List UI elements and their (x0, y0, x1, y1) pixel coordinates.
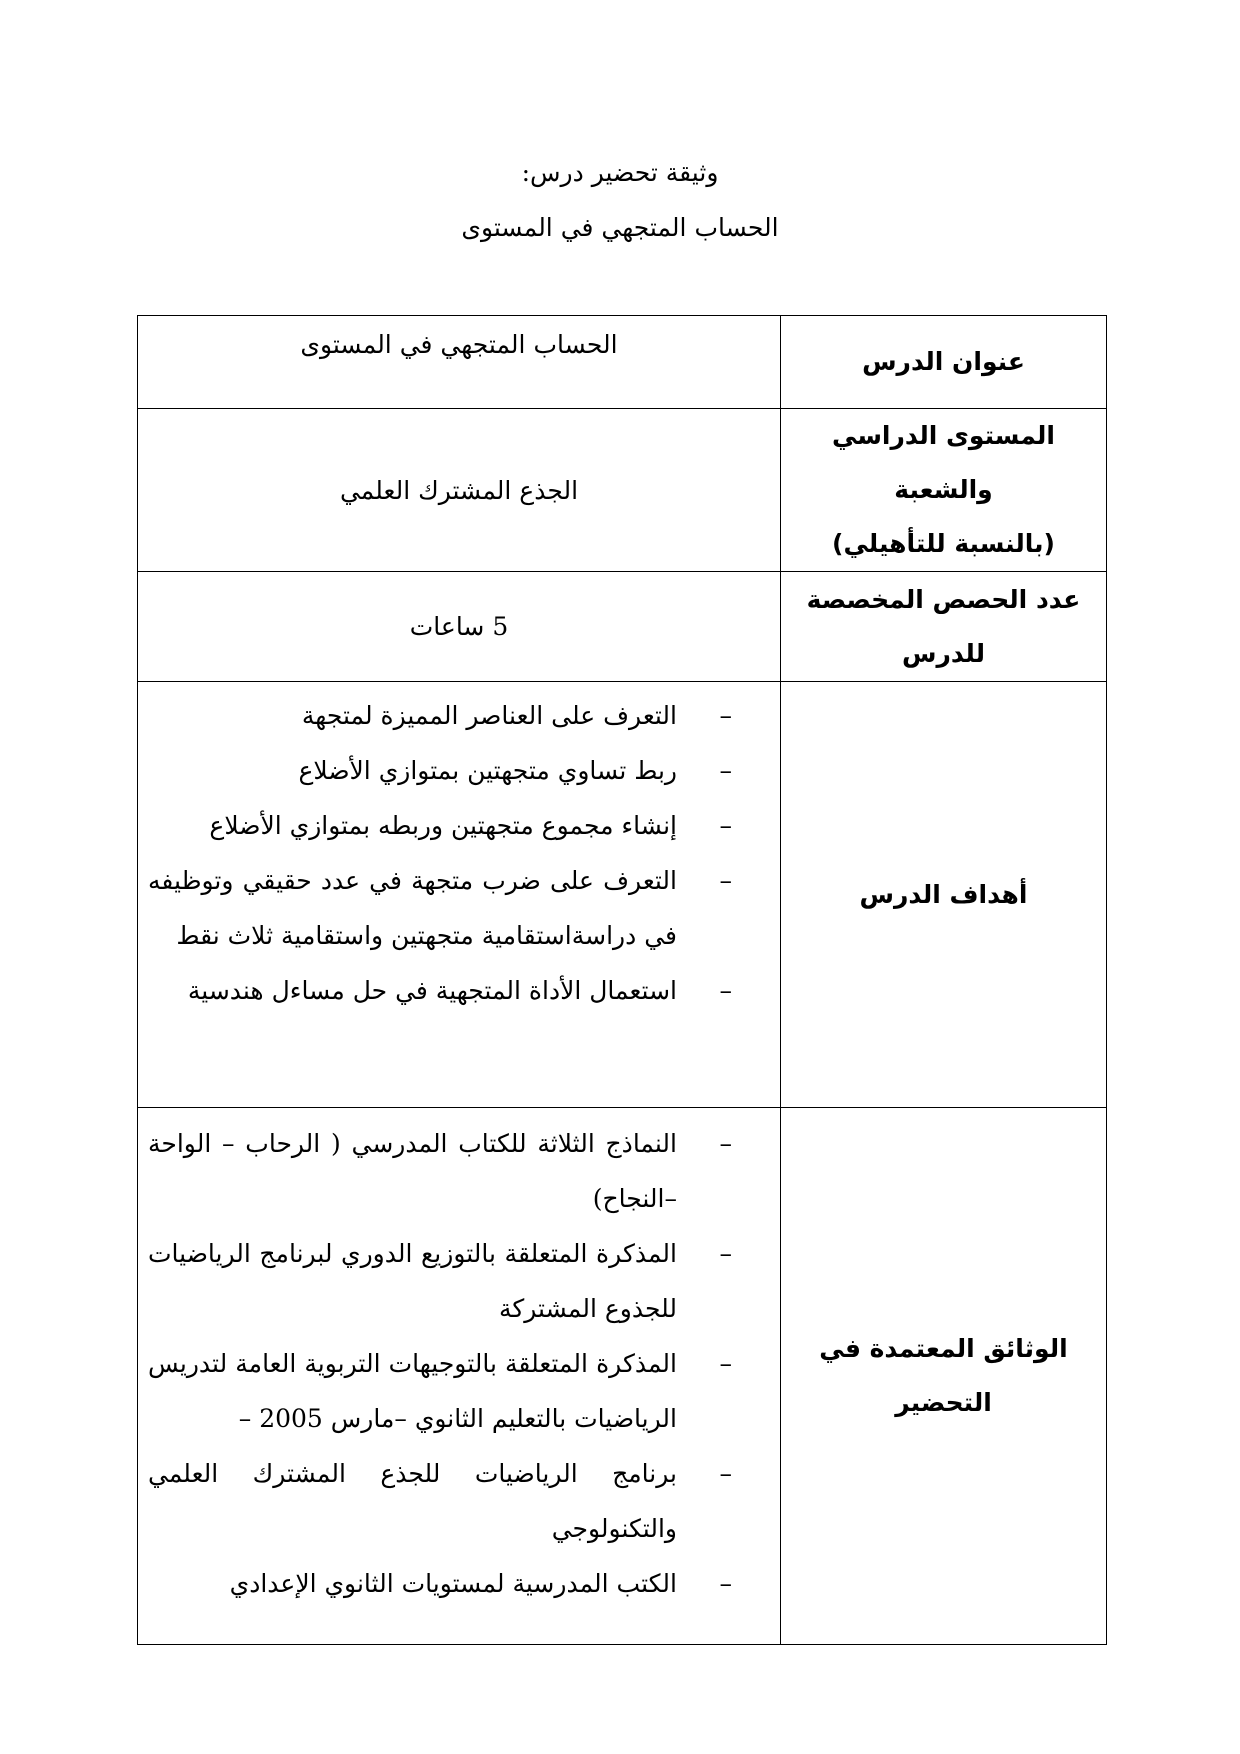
document-heading: وثيقة تحضير درس: (521, 158, 719, 187)
table-row-goals (138, 682, 1107, 1108)
list-item: – المذكرة المتعلقة بالتوزيع الدوري لبرنامج الرياضيات للجذوع المشتركة (148, 1226, 732, 1336)
list-item: – النماذج الثلاثة للكتاب المدرسي ( الرحاب – الواحة –النجاح) (148, 1116, 732, 1226)
goals-list (138, 682, 780, 1028)
list-item: – المذكرة المتعلقة بالتوجيهات التربوية العامة لتدريس الرياضيات بالتعليم الثانوي –مارس 2005 – (148, 1336, 732, 1446)
list-item: – برنامج الرياضيات للجذع المشترك العلمي والتكنولوجي (148, 1446, 732, 1556)
list-item: – الكتب المدرسية لمستويات الثانوي الإعدادي (148, 1556, 732, 1611)
table-row-level (138, 409, 1107, 572)
documents-label-line1: الوثائق المعتمدة في (819, 1334, 1068, 1363)
table-row-sessions (138, 572, 1107, 682)
list-item: – استعمال الأداة المتجهية في حل مساءل هندسية (148, 963, 732, 1018)
level-label-line1: المستوى الدراسي والشعبة (832, 421, 1055, 504)
list-item: – التعرف على العناصر المميزة لمتجهة (148, 688, 732, 743)
list-item: – ربط تساوي متجهتين بمتوازي الأضلاع (148, 743, 732, 798)
sessions-label-line2: للدرس (902, 638, 985, 668)
title-value: الحساب المتجهي في المستوى (138, 316, 781, 409)
documents-list (138, 1108, 780, 1621)
level-label-line2: (بالنسبة للتأهيلي) (832, 529, 1055, 558)
sessions-value: 5 ساعات (138, 572, 781, 682)
lesson-prep-table (137, 315, 1107, 1645)
level-value: الجذع المشترك العلمي (138, 409, 781, 572)
table-row-title (138, 316, 1107, 409)
level-label (781, 409, 1107, 572)
sessions-label-line1: عدد الحصص المخصصة (806, 584, 1081, 614)
goals-label: أهداف الدرس (781, 682, 1107, 1108)
documents-label (781, 1108, 1107, 1645)
sessions-label (781, 572, 1107, 682)
list-item: – التعرف على ضرب متجهة في عدد حقيقي وتوظيفه في دراسةاستقامية متجهتين واستقامية ثلاث نقط (148, 853, 732, 963)
documents-value (138, 1108, 781, 1645)
table-row-documents (138, 1108, 1107, 1645)
list-item: – إنشاء مجموع متجهتين وربطه بمتوازي الأضلاع (148, 798, 732, 853)
document-header (0, 145, 1240, 255)
document-subheading: الحساب المتجهي في المستوى (461, 213, 779, 242)
documents-label-line2: التحضير (895, 1388, 992, 1417)
goals-value (138, 682, 781, 1108)
title-label: عنوان الدرس (781, 316, 1107, 409)
